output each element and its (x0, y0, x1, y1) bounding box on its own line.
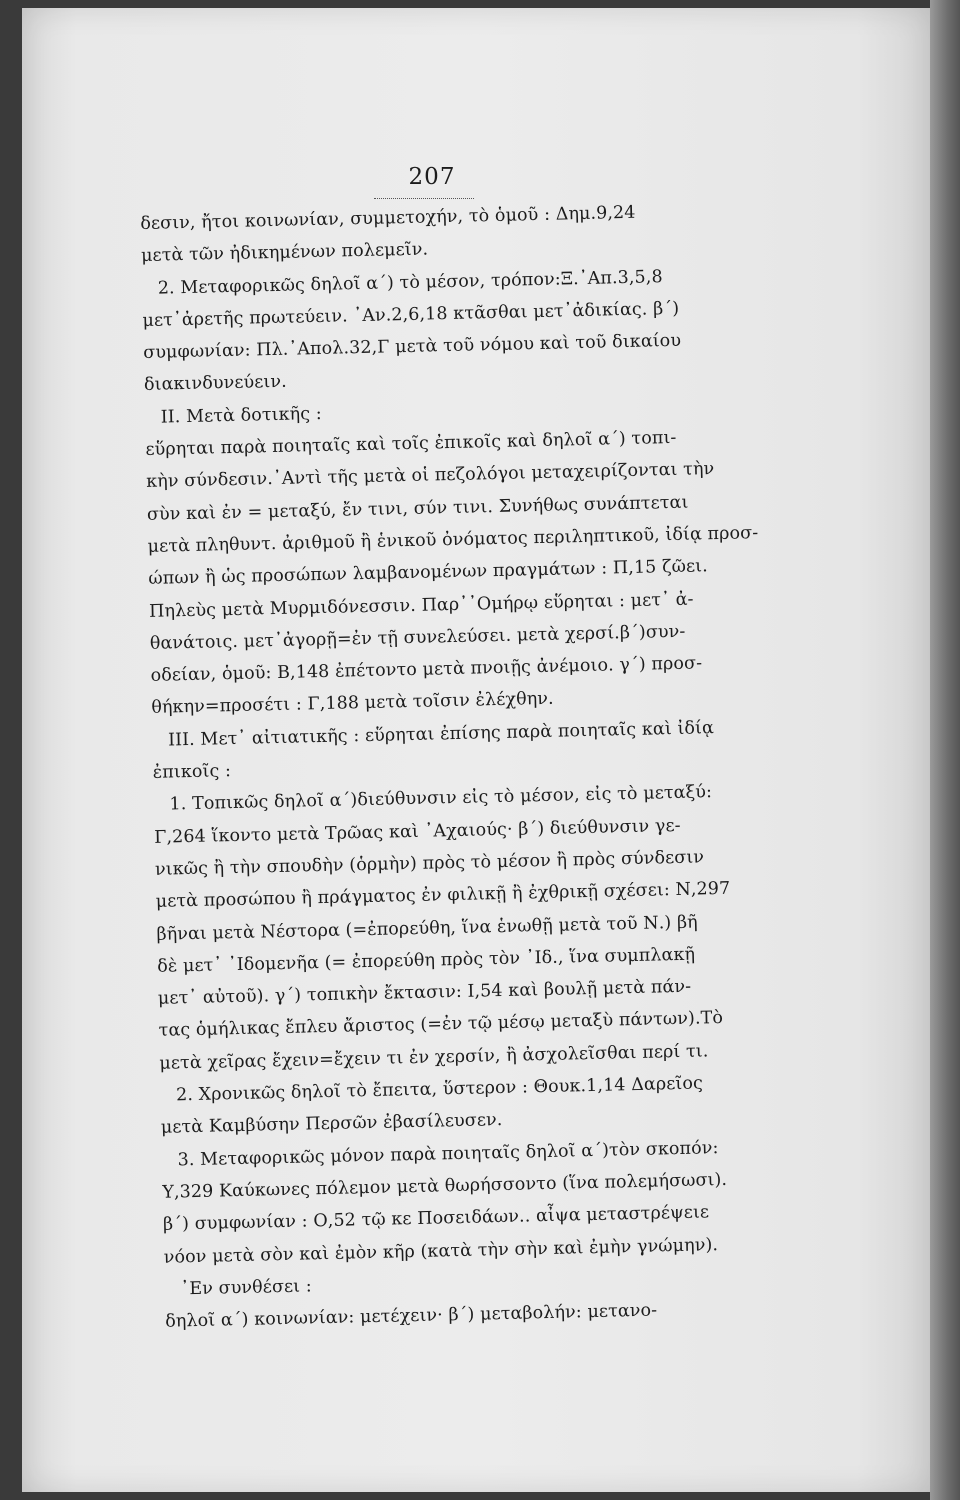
text-line: κὴν σύνδεσιν.᾽Αντὶ τῆς μετὰ οἱ πεζολόγοι μεταχειρίζονται τὴν (145, 459, 715, 493)
text-line: ΙΙΙ. Μετ᾽ αἰτιατικῆς : εὕρηται ἐπίσης παρὰ ποιηταῖς καὶ ἰδίᾳ (167, 717, 715, 751)
text-line: δεσιν, ἤτοι κοινωνίαν, συμμετοχήν, τὸ ὁμοῦ : Δημ.9,24 (140, 202, 636, 234)
page-number: 207 (408, 164, 456, 190)
text-line: μετὰ Καμβύσην Περσῶν ἐβασίλευσεν. (160, 1110, 503, 1139)
text-line: 2. Μεταφορικῶς δηλοῖ α΄) τὸ μέσον, τρόπον:Ξ.᾽Απ.3,5,8 (157, 266, 663, 299)
page-text-block (140, 194, 785, 1338)
text-line: τας ὁμήλικας ἔπλευ ἄριστος (=ἐν τῷ μέσῳ μεταξὺ πάντων).Τὸ (158, 1008, 724, 1042)
text-line: μετὰ τῶν ἠδικημένων πολεμεῖν. (140, 239, 429, 267)
text-line: β΄) συμφωνίαν : Ο,52 τῷ κε Ποσειδάων.. αἶψα μεταστρέψειε (162, 1202, 710, 1235)
text-line: νόον μετὰ σὸν καὶ ἐμὸν κῆρ (κατὰ τὴν σὴν καὶ ἐμὴν γνώμην). (163, 1234, 719, 1268)
text-line: μετὰ χεῖρας ἔχειν=ἔχειν τι ἐν χερσίν, ἢ ἀσχολεῖσθαι περί τι. (159, 1041, 709, 1074)
text-line: μετὰ πληθυντ. ἀριθμοῦ ἢ ἑνικοῦ ὀνόματος περιληπτικοῦ, ἰδίᾳ προσ- (147, 523, 759, 557)
text-line: ΙΙ. Μετὰ δοτικῆς : (160, 403, 323, 428)
text-line: Υ,329 Καύκωνες πόλεμον μετὰ θωρήσσοντο (ἵνα πολεμήσωσι). (162, 1169, 728, 1203)
text-line: 3. Μεταφορικῶς μόνον παρὰ ποιηταῖς δηλοῖ α΄)τὸν σκοπόν: (177, 1137, 719, 1170)
text-line: νικῶς ἢ τὴν σπουδὴν (ὁρμὴν) πρὸς τὸ μέσον ἢ πρὸς σύνδεσιν (154, 847, 705, 880)
book-edge-shadow (930, 0, 960, 1500)
text-line: 2. Χρονικῶς δηλοῖ τὸ ἔπειτα, ὕστερον : Θουκ.1,14 Δαρεῖος (175, 1073, 704, 1106)
text-line: δηλοῖ α΄) κοινωνίαν: μετέχειν· β΄) μεταβολήν: μετανο- (165, 1300, 658, 1332)
text-line: δὲ μετ᾽ ᾽Ιδομενῆα (= ἐπορεύθη πρὸς τὸν ᾽Ιδ., ἵνα συμπλακῇ (156, 944, 696, 977)
text-line: συμφωνίαν: Πλ.᾽Απολ.32,Γ μετὰ τοῦ νόμου καὶ τοῦ δικαίου (143, 330, 682, 364)
text-line: θήκην=προσέτι : Γ,188 μετὰ τοῖσιν ἐλέχθην. (151, 689, 554, 719)
text-line: ἐπικοῖς : (152, 761, 232, 783)
text-line: μετ᾽ἀρετῆς πρωτεύειν. ᾽Αν.2,6,18 κτᾶσθαι μετ᾽ἀδικίας. β΄) (142, 298, 680, 331)
text-line: θανάτοις. μετ᾽ἀγορῇ=ἐν τῇ συνελεύσει. μετὰ χερσί.β΄)συν- (149, 621, 686, 654)
text-line: μετ᾽ αὐτοῦ). γ΄) τοπικὴν ἔκτασιν: Ι,54 καὶ βουλῇ μετὰ πάν- (157, 976, 692, 1009)
page-number-rule (374, 198, 474, 199)
text-line: ώπων ἢ ὡς προσώπων λαμβανομένων πραγμάτων : Π,15 ζῶει. (148, 556, 709, 590)
text-line: ᾽Εν συνθέσει : (180, 1276, 313, 1300)
text-line: μετὰ προσώπου ἢ πράγματος ἐν φιλικῇ ἢ ἐχθρικῇ σχέσει: Ν,297 (155, 879, 731, 913)
text-line: 1. Τοπικῶς δηλοῖ α΄)διεύθυνσιν εἰς τὸ μέσον, εἰς τὸ μεταξύ: (169, 782, 713, 815)
text-line: Πηλεὺς μετὰ Μυρμιδόνεσσιν. Παρ᾽᾽Ομήρῳ εὕρηται : μετ᾽ ἀ- (148, 589, 694, 622)
book-page (22, 8, 930, 1492)
text-line: Γ,264 ἵκοντο μετὰ Τρῶας καὶ ᾽Αχαιούς· β΄) διεύθυνσιν γε- (154, 815, 681, 848)
text-line: εὕρηται παρὰ ποιηταῖς καὶ τοῖς ἐπικοῖς καὶ δηλοῖ α΄) τοπι- (145, 427, 677, 461)
text-line: βῆναι μετὰ Νέστορα (=ἐπορεύθη, ἵνα ἑνωθῇ μετὰ τοῦ Ν.) βῆ (156, 912, 698, 945)
text-line: οδείαν, ὁμοῦ: Β,148 ἐπέτοντο μετὰ πνοιῇς ἀνέμοιο. γ΄) προσ- (150, 653, 703, 687)
text-line: σὺν καὶ ἐν = μεταξύ, ἔν τινι, σύν τινι. Συνήθως συνάπτεται (146, 492, 689, 525)
text-line: διακινδυνεύειν. (143, 372, 288, 396)
